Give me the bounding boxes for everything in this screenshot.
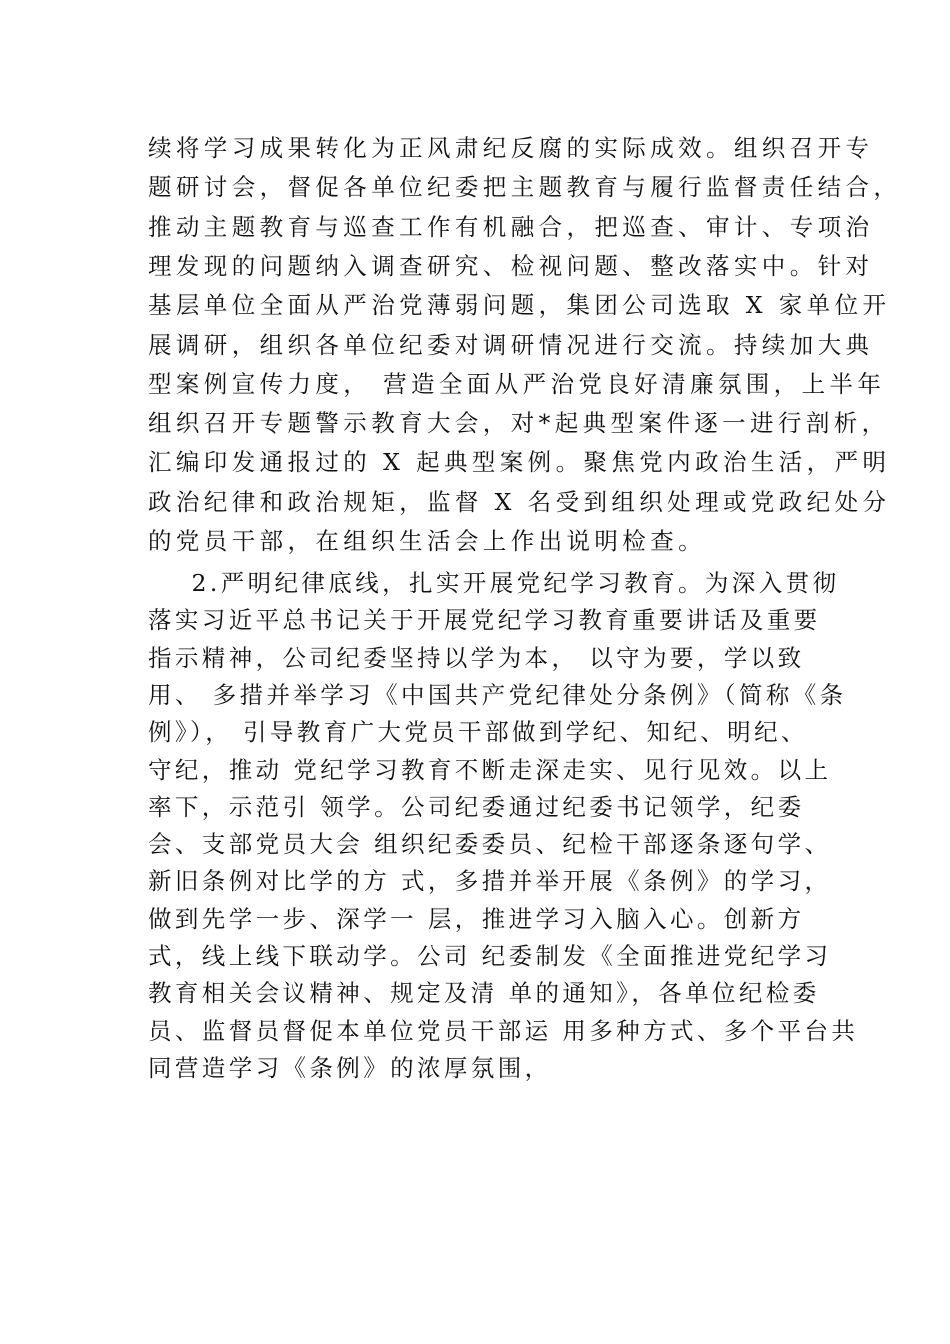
text-line: 同营造学习《条例》的浓厚氛围， <box>148 1053 552 1082</box>
text-line: 理发现的问题纳入调查研究、检视问题、整改落实中。针对 <box>148 251 874 280</box>
text-line: 用、 多措并举学习《中国共产党纪律处分条例》（简称《条 <box>148 680 847 709</box>
text-line: 员、监督员督促本单位党员干部运 用多种方式、多个平台共 <box>148 1016 859 1045</box>
text-line: 续将学习成果转化为正风肃纪反腐的实际成效。组织召开专 <box>148 134 874 162</box>
text-line: 例》）， 引导教育广大党员干部做到学纪、知纪、明纪、 <box>148 718 808 747</box>
text-line: 2.严明纪律底线，扎实开展党纪学习教育。为深入贯彻 <box>148 569 840 597</box>
text-line: 展调研，组织各单位纪委对调研情况进行交流。持续加大典 <box>148 330 874 359</box>
text-line: 新旧条例对比学的方 式，多措并举开展《条例》的学习， <box>148 867 832 896</box>
text-line: 汇编印发通报过的 X 起典型案例。聚焦党内政治生活，严明 <box>148 448 891 477</box>
text-line: 指示精神，公司纪委坚持以学为本， 以守为要，学以致 <box>148 643 805 672</box>
text-line: 政治纪律和政治规矩，监督 X 名受到组织处理或党政纪处分 <box>148 487 891 516</box>
text-line: 推动主题教育与巡查工作有机融合，把巡查、审计、专项治 <box>148 212 874 241</box>
text-line: 的党员干部，在组织生活会上作出说明检查。 <box>148 527 706 555</box>
text-line: 守纪，推动 党纪学习教育不断走深走实、见行见效。以上 <box>148 755 832 784</box>
text-line: 组织召开专题警示教育大会，对*起典型案件逐一进行剖析， <box>148 409 890 438</box>
text-line: 率下，示范引 领学。公司纪委通过纪委书记领学，纪委 <box>148 792 805 821</box>
text-line: 题研讨会，督促各单位纪委把主题教育与履行监督责任结合， <box>148 173 902 202</box>
text-line: 落实习近平总书记关于开展党纪学习教育重要讲话及重要 <box>148 606 821 635</box>
text-line: 做到先学一步、深学一 层，推进学习入脑入心。创新方 <box>148 904 805 933</box>
text-line: 基层单位全面从严治党薄弱问题，集团公司选取 X 家单位开 <box>148 291 891 320</box>
text-line: 型案例宣传力度， 营造全面从严治党良好清廉氛围，上半年 <box>148 369 886 398</box>
text-line: 式，线上线下联动学。公司 纪委制发《全面推进党纪学习 <box>148 942 832 970</box>
text-line: 教育相关会议精神、规定及清 单的通知》，各单位纪检委 <box>148 979 820 1008</box>
text-line: 会、支部党员大会 组织纪委委员、纪检干部逐条逐句学、 <box>148 830 832 859</box>
